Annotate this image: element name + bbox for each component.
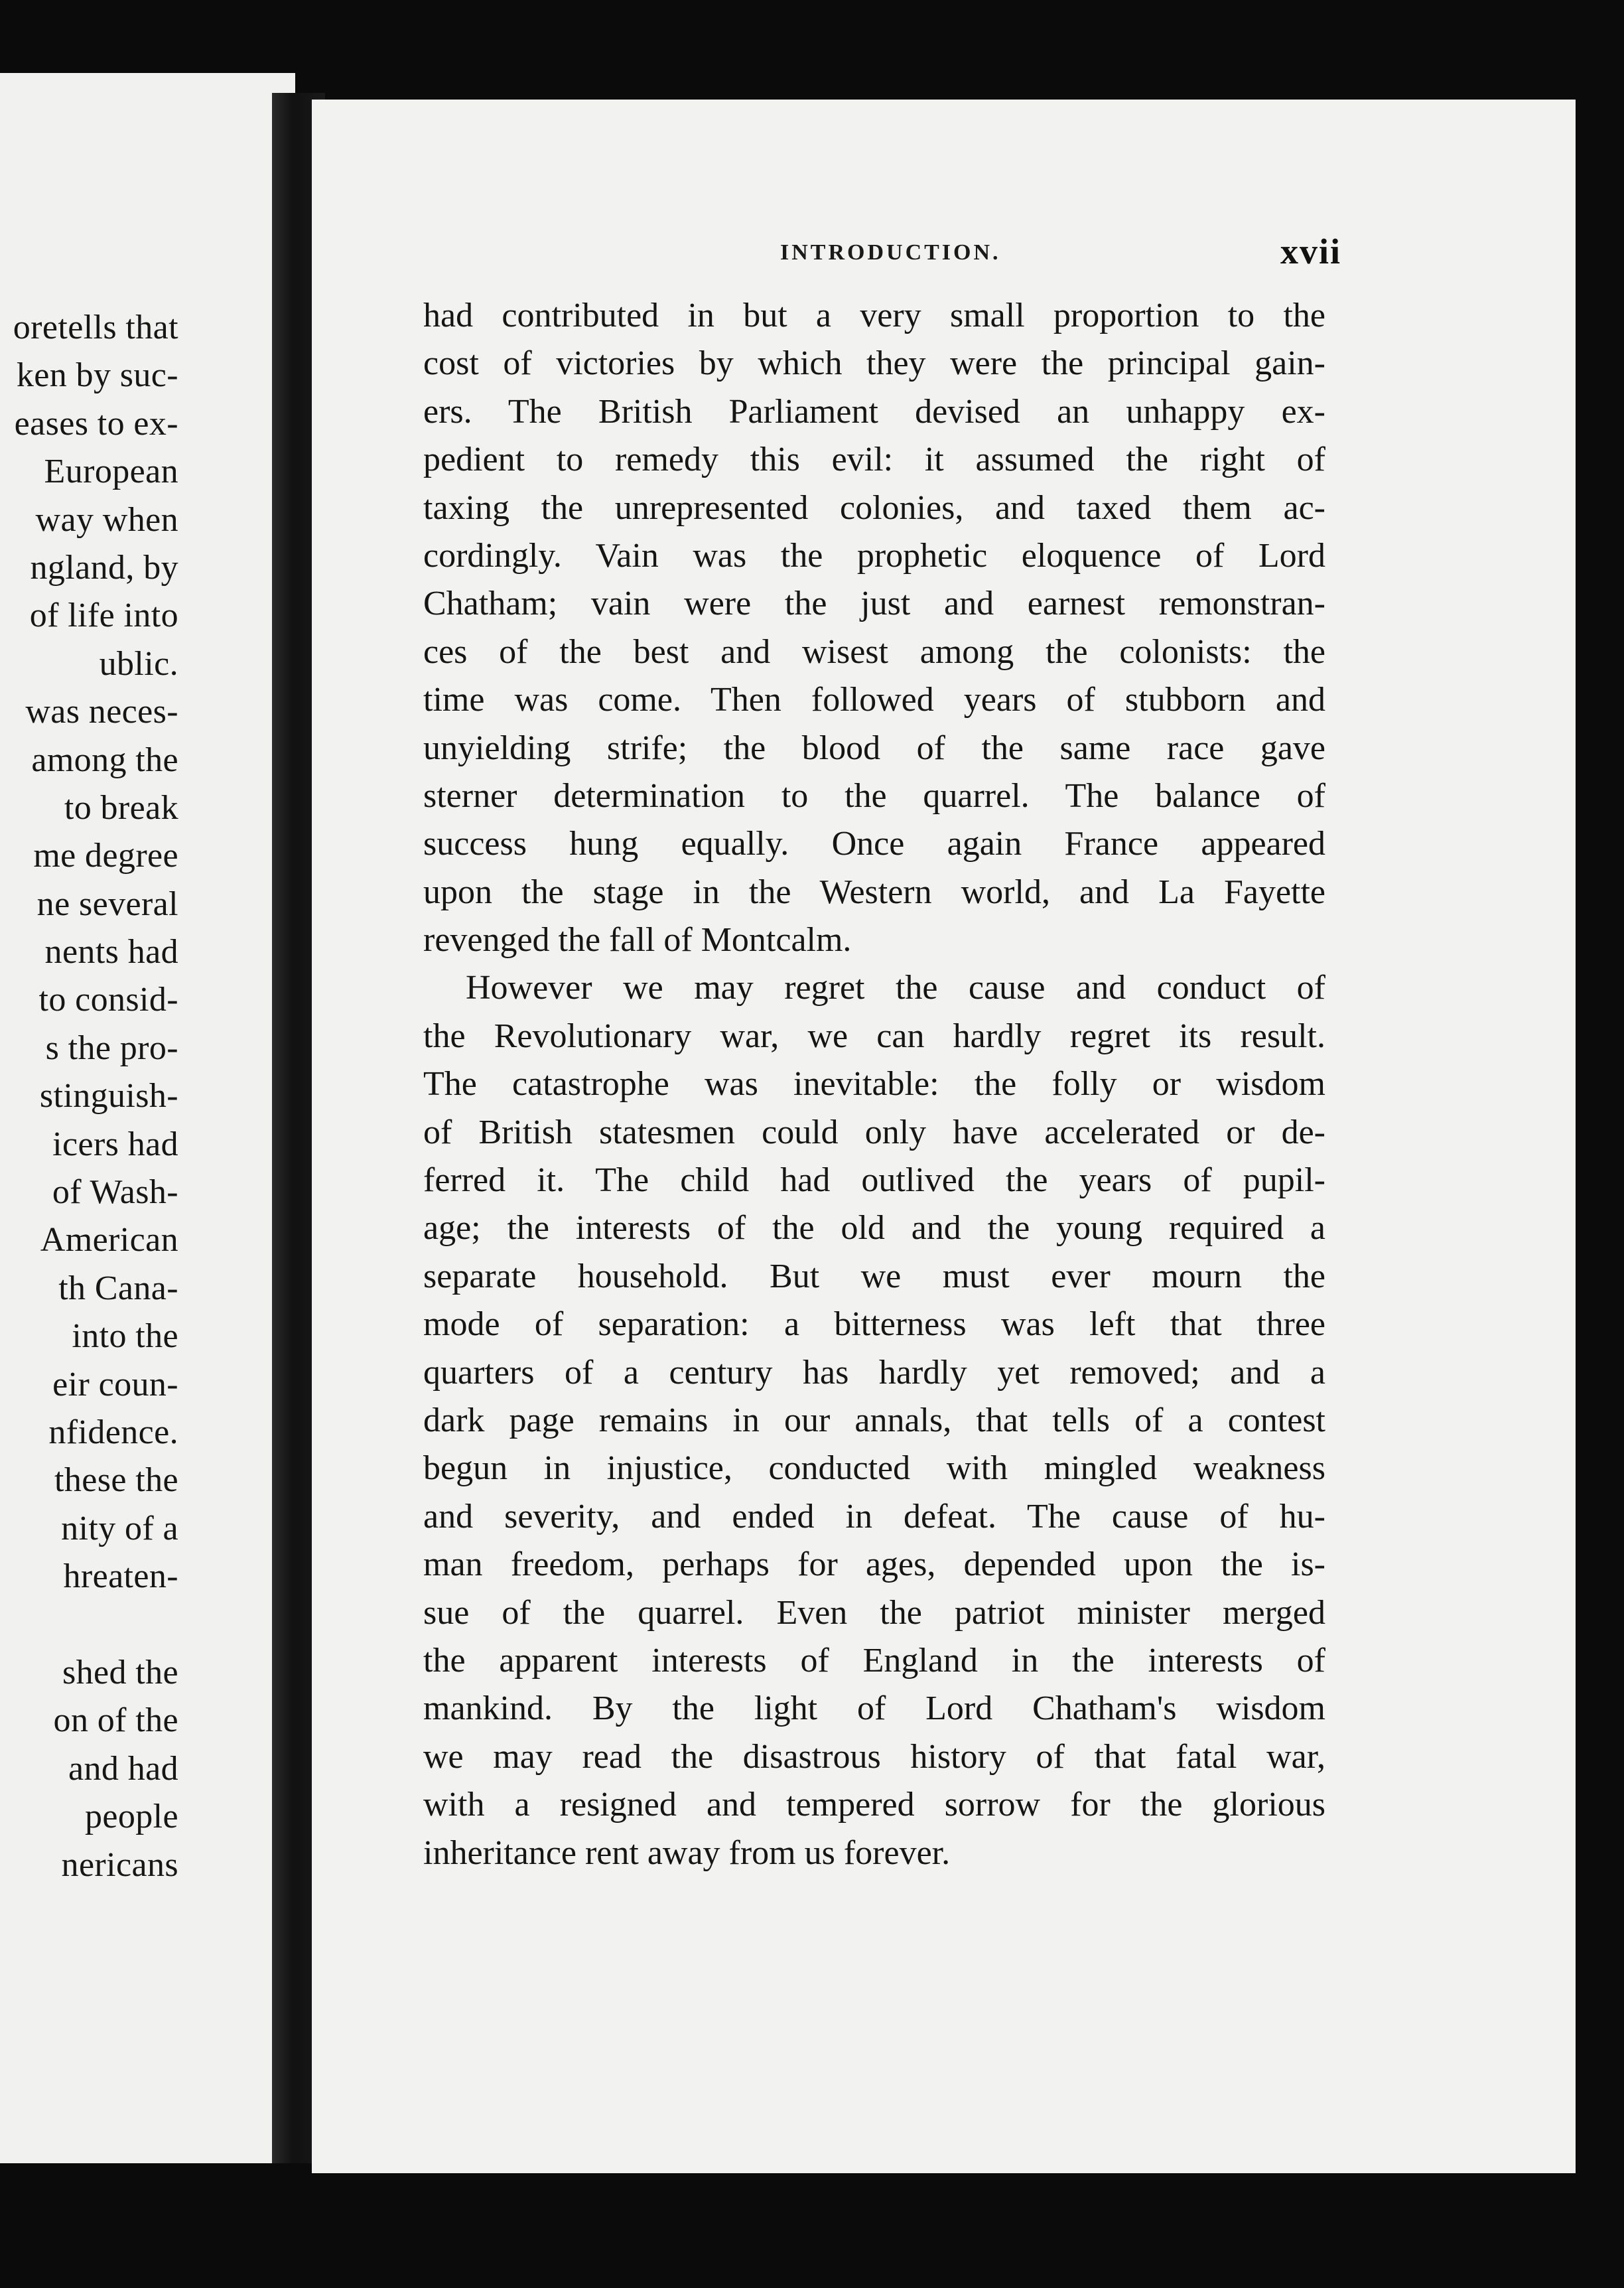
left-page-line: shed the [62, 1653, 178, 1691]
left-page-line: icers had [52, 1125, 178, 1163]
left-page-line [0, 1601, 178, 1649]
left-page-line: on of the [53, 1701, 178, 1740]
left-page-line: eases to ex- [14, 404, 178, 443]
left-page-line: way when [35, 500, 178, 539]
text-line: and severity, and ended in defeat. The cause of hu- [423, 1497, 1325, 1536]
left-page-line: ne several [36, 885, 178, 923]
left-page-line: ngland, by [30, 548, 178, 587]
text-line: age; the interests of the old and the young required a [423, 1209, 1325, 1248]
left-page-line: American [40, 1221, 178, 1259]
text-line: mode of separation: a bitterness was left that three [423, 1305, 1325, 1344]
text-line: However we may regret the cause and conduct of [466, 969, 1325, 1007]
left-page-line: nity of a [61, 1509, 178, 1547]
left-page-line: was neces- [25, 693, 178, 731]
paragraph-1 [423, 292, 1325, 964]
left-page-line: nfidence. [48, 1413, 178, 1451]
left-page-line: eir coun- [52, 1365, 178, 1403]
left-page-line: stinguish- [39, 1077, 178, 1115]
left-page-line: nents had [44, 933, 178, 971]
text-line: inheritance rent away from us forever. [423, 1833, 951, 1872]
body-text [423, 292, 1325, 1877]
text-line: upon the stage in the Western world, and La Fayette [423, 873, 1325, 911]
left-page-text [0, 304, 178, 1889]
left-page-line: oretells that [13, 309, 178, 346]
text-line: of British statesmen could only have accelerated or de- [423, 1113, 1325, 1151]
left-page-line: into the [72, 1317, 178, 1356]
text-line: Chatham; vain were the just and earnest remonstran- [423, 585, 1325, 623]
text-line: revenged the fall of Montcalm. [423, 921, 852, 960]
running-head: INTRODUCTION. [780, 240, 1001, 265]
text-line: the Revolutionary war, we can hardly regret its result. [423, 1017, 1325, 1055]
text-line: with a resigned and tempered sorrow for the glorious [423, 1786, 1325, 1824]
left-page-line: these the [54, 1461, 178, 1500]
text-line: begun in injustice, conducted with mingled weakness [423, 1449, 1325, 1488]
left-page-line: ublic. [99, 644, 178, 683]
left-page-line: s the pro- [45, 1029, 178, 1067]
text-line: The catastrophe was inevitable: the folly or wisdom [423, 1065, 1325, 1104]
text-line: we may read the disastrous history of that fatal war, [423, 1737, 1325, 1776]
text-line: time was come. Then followed years of stubborn and [423, 681, 1325, 719]
left-page-line: hreaten- [63, 1557, 178, 1596]
left-page-line: of Wash- [52, 1173, 178, 1212]
text-line: cost of victories by which they were the principal gain- [423, 344, 1325, 383]
text-line: sterner determination to the quarrel. The balance of [423, 776, 1325, 815]
right-page [312, 100, 1576, 2173]
left-page-line: to consid- [38, 981, 178, 1019]
left-page-line: European [44, 453, 178, 491]
text-line: had contributed in but a very small proportion to the [423, 297, 1325, 334]
left-page-line: and had [68, 1749, 178, 1788]
text-line: the apparent interests of England in the interests of [423, 1641, 1325, 1680]
left-page-line: of life into [29, 597, 178, 635]
left-page-line: th Cana- [58, 1269, 178, 1307]
text-line: ces of the best and wisest among the colonists: the [423, 632, 1325, 671]
left-page-line: nericans [61, 1845, 178, 1884]
text-line: cordingly. Vain was the prophetic eloquence of Lord [423, 536, 1325, 575]
text-line: success hung equally. Once again France appeared [423, 825, 1325, 863]
text-line: pedient to remedy this evil: it assumed the right of [423, 441, 1325, 479]
text-line: sue of the quarrel. Even the patriot minister merged [423, 1593, 1325, 1632]
page-number: xvii [1280, 232, 1342, 271]
text-line: taxing the unrepresented colonies, and taxed them ac- [423, 488, 1325, 527]
left-page-line: to break [64, 788, 178, 827]
left-page-line: me degree [33, 837, 178, 875]
text-line: quarters of a century has hardly yet removed; and a [423, 1353, 1325, 1392]
text-line: man freedom, perhaps for ages, depended upon the is- [423, 1545, 1325, 1584]
text-line: ers. The British Parliament devised an unhappy ex- [423, 392, 1325, 431]
text-line: mankind. By the light of Lord Chatham's wisdom [423, 1689, 1325, 1728]
paragraph-2 [423, 964, 1325, 1877]
left-page-line: among the [31, 741, 178, 779]
text-line: dark page remains in our annals, that tells of a contest [423, 1401, 1325, 1439]
left-page [0, 73, 295, 2163]
left-page-line: people [84, 1798, 178, 1836]
text-line: separate household. But we must ever mourn the [423, 1257, 1325, 1295]
text-line: ferred it. The child had outlived the years of pupil- [423, 1161, 1325, 1200]
left-page-line: ken by suc- [16, 356, 178, 395]
text-line: unyielding strife; the blood of the same race gave [423, 729, 1325, 767]
